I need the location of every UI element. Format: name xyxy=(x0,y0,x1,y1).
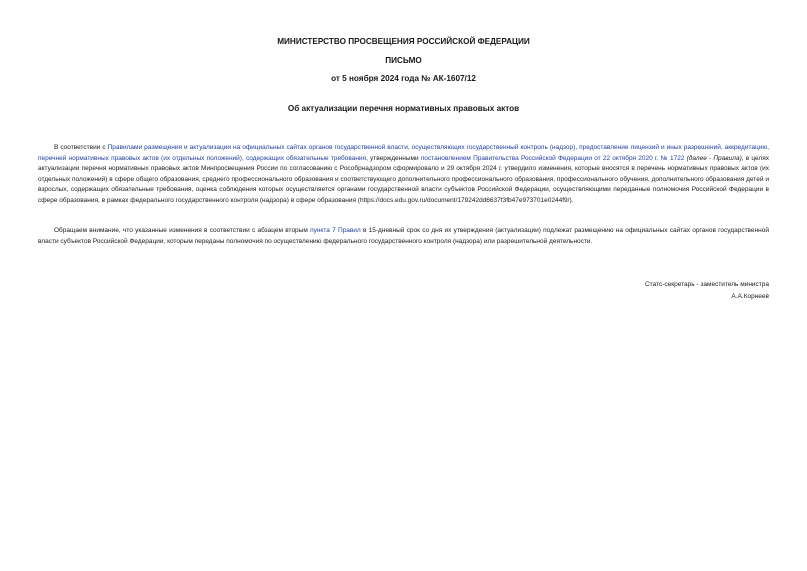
ministry-name: МИНИСТЕРСТВО ПРОСВЕЩЕНИЯ РОССИЙСКОЙ ФЕДЕРАЦИИ xyxy=(277,37,530,46)
paragraph-2 xyxy=(38,226,769,247)
paragraph-1-italic-ref: (далее - Правила) xyxy=(686,154,742,162)
paragraph-2-text-a: Обращаем внимание, что указанные изменения в соответствии с абзацем вторым xyxy=(54,227,311,234)
document-date-number: от 5 ноября 2024 года № АК-1607/12 xyxy=(331,74,476,83)
signatory-title: Статс-секретарь - заместитель министра xyxy=(644,281,769,288)
document-type: ПИСЬМО xyxy=(385,56,422,65)
signatory-name: А.А.Корнеев xyxy=(731,293,769,300)
document-subject: Об актуализации перечня нормативных правовых актов xyxy=(287,104,520,113)
paragraph-1-text-b: , утвержденными xyxy=(366,154,421,162)
rules-item-link[interactable]: пункта 7 Правил xyxy=(310,227,361,234)
decree-link[interactable]: постановлением Правительства Российской Федерации от 22 октября 2020 г. № 1722 xyxy=(420,154,685,162)
paragraph-1-text-d: , в целях актуализации перечня нормативных правовых актов Минпросвещения России по согласованию с Рособрнадзором сформировало и 29 октября 2024 г. утвердило изменения, которые вносятся в перечень нормативных правовых актов (их отдельных положений) в сфере общего образования, среднего профессионального образования и соответствующего дополнительного профессионального образования, профессионального обучения, дополнительного образования детей и взрослых, содержащих обязательные требования, оценка соблюдения которых осуществляется органами государственной власти субъектов Российской Федерации, осуществляющими переданные полномочия Российской Федерации в сфере образования, в рамках федерального государственного контроля (надзора) в сфере образования (https://docs.edu.gov.ru/document/179242dd6637f3fb47e973701e0244f9/). xyxy=(38,154,769,204)
paragraph-1-text-a: В соответствии с xyxy=(54,144,108,151)
paragraph-1 xyxy=(38,143,769,206)
rules-link[interactable]: Правилами размещения и актуализации на официальных сайтах органов государственной власти, осуществляющих государственный контроль (надзор), предоставление лицензий и иных разрешений, аккредитацию, перечней нормативных правовых актов (их отдельных положений), содержащих обязательные требования xyxy=(38,144,770,162)
paragraph-2-text-b: в 15-дневный срок со дня их утверждения (актуализации) подлежат размещению на официальных сайтах органов государственной власти субъектов Российской Федерации, которым переданы полномочия по осуществлению федерального государственного контроля (надзора) или разрешительной деятельности. xyxy=(38,227,769,245)
